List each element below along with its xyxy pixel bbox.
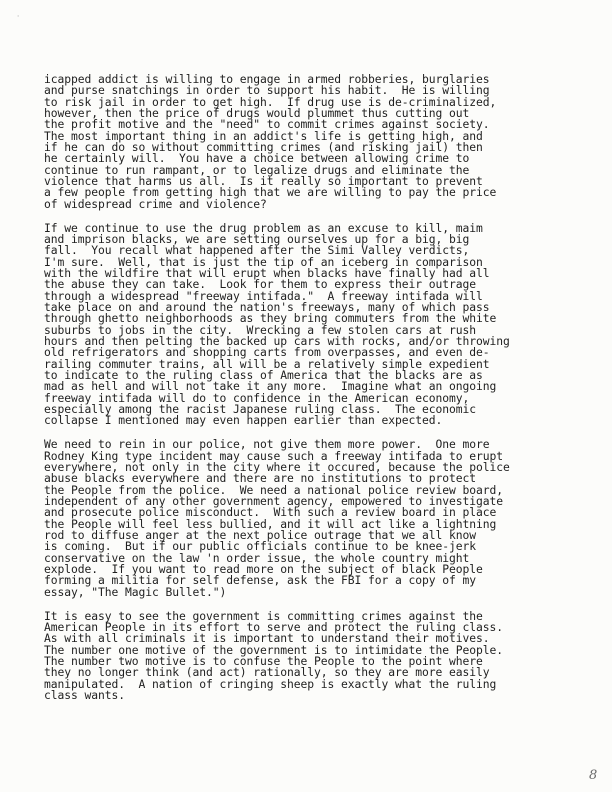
text-line: The most important thing in an addict's life is getting high, and bbox=[44, 128, 483, 143]
text-line: everywhere, not only in the city where it occured, because the police bbox=[44, 460, 510, 474]
paragraph bbox=[44, 608, 584, 703]
text-line: and imprison blacks, we are setting ourselves up for a big, big bbox=[44, 231, 470, 246]
text-line: fall. You recall what happened after the Simi Valley verdicts, bbox=[44, 243, 470, 258]
text-line: the People will feel less bullied, and it will act like a lightning bbox=[44, 516, 497, 531]
text-line: explode. If you want to read more on the subject of black People bbox=[44, 562, 483, 577]
text-line: through a widespread "freeway intifada." A freeway intifada will bbox=[44, 288, 483, 303]
text-line: violence that harms us all. Is it really so important to prevent bbox=[44, 174, 483, 189]
paragraph bbox=[44, 439, 584, 598]
text-line: Rodney King type incident may cause such a freeway intifada to erupt bbox=[44, 448, 503, 463]
text-line: the abuse they can take. Look for them to express their outrage bbox=[44, 277, 476, 292]
text-line: As with all criminals it is important to understand their motives. bbox=[44, 631, 490, 646]
text-line: essay, "The Magic Bullet.") bbox=[44, 584, 227, 599]
text-line: freeway intifada will do to confidence in the American economy, bbox=[44, 390, 470, 405]
page-number: 8 bbox=[589, 768, 598, 783]
text-line: American People in its effort to serve and protect the ruling class. bbox=[44, 619, 503, 634]
text-line: a few people from getting high that we are willing to pay the price bbox=[44, 185, 497, 200]
text-line: especially among the racist Japanese ruling class. The economic bbox=[44, 402, 476, 417]
text-line: We need to rein in our police, not give them more power. One more bbox=[44, 437, 490, 452]
text-line: continue to run rampant, or to legalize drugs and eliminate the bbox=[44, 162, 470, 177]
text-line: conservative on the law 'n order issue, the whole country might bbox=[44, 550, 470, 565]
text-line: the profit motive and the "need" to commit crimes against society. bbox=[44, 117, 490, 132]
text-line: to indicate to the ruling class of America that the blacks are as bbox=[44, 368, 483, 383]
text-line: with the wildfire that will erupt when blacks have finally had all bbox=[44, 266, 490, 280]
text-line: the People from the police. We need a national police review board, bbox=[44, 482, 503, 497]
text-line: mad as hell and will not take it any more. Imagine what an ongoing bbox=[44, 379, 497, 394]
text-line: if he can do so without committing crimes (and risking jail) then bbox=[44, 140, 483, 155]
text-line: however, then the price of drugs would plummet thus cutting out bbox=[44, 106, 470, 121]
text-line: suburbs to jobs in the city. Wrecking a few stolen cars at rush bbox=[44, 322, 476, 337]
text-line: to risk jail in order to get high. If drug use is de-criminalized, bbox=[44, 94, 497, 109]
paragraph bbox=[44, 74, 584, 210]
text-line: and purse snatchings in order to support his habit. He is willing bbox=[44, 83, 490, 98]
text-line: class wants. bbox=[44, 688, 125, 703]
text-line: through ghetto neighborhoods as they bring commuters from the white bbox=[44, 311, 497, 326]
text-line: old refrigerators and shopping carts from overpasses, and even de- bbox=[44, 345, 490, 360]
text-line: icapped addict is willing to engage in armed robberies, burglaries bbox=[44, 72, 490, 86]
text-line: abuse blacks everywhere and there are no institutions to protect bbox=[44, 471, 476, 486]
text-line: of widespread crime and violence? bbox=[44, 196, 267, 211]
text-line: is coming. But if our public officials continue to be knee-jerk bbox=[44, 539, 476, 554]
text-line: If we continue to use the drug problem as an excuse to kill, maim bbox=[44, 220, 483, 235]
text-line: take place on and around the nation's freeways, many of which pass bbox=[44, 300, 490, 315]
text-line: I'm sure. Well, that is just the tip of an iceberg in comparison bbox=[44, 254, 483, 269]
text-line: and prosecute police misconduct. With such a review board in place bbox=[44, 505, 497, 520]
text-line: It is easy to see the government is committing crimes against the bbox=[44, 608, 483, 623]
paragraph bbox=[44, 220, 584, 428]
text-line: manipulated. A nation of cringing sheep is exactly what the ruling bbox=[44, 676, 497, 691]
text-line: rod to diffuse anger at the next police outrage that we all know bbox=[44, 528, 476, 543]
text-line: independent of any other government agency, empowered to investigate bbox=[44, 494, 503, 509]
text-line: hours and then pelting the backed up cars with rocks, and/or throwing bbox=[44, 334, 510, 349]
corner-mark: ' bbox=[16, 14, 21, 22]
text-line: railing commuter trains, all will be a relatively simple expedient bbox=[44, 356, 490, 371]
text-line: they no longer think (and act) rationally, so they are more easily bbox=[44, 665, 490, 680]
body-text bbox=[44, 74, 584, 714]
text-line: The number one motive of the government is to intimidate the People. bbox=[44, 642, 503, 657]
text-line: he certainly will. You have a choice between allowing crime to bbox=[44, 151, 470, 166]
text-line: The number two motive is to confuse the People to the point where bbox=[44, 654, 483, 668]
text-line: collapse I mentioned may even happen earlier than expected. bbox=[44, 413, 443, 428]
text-line: forming a militia for self defense, ask the FBI for a copy of my bbox=[44, 573, 476, 588]
